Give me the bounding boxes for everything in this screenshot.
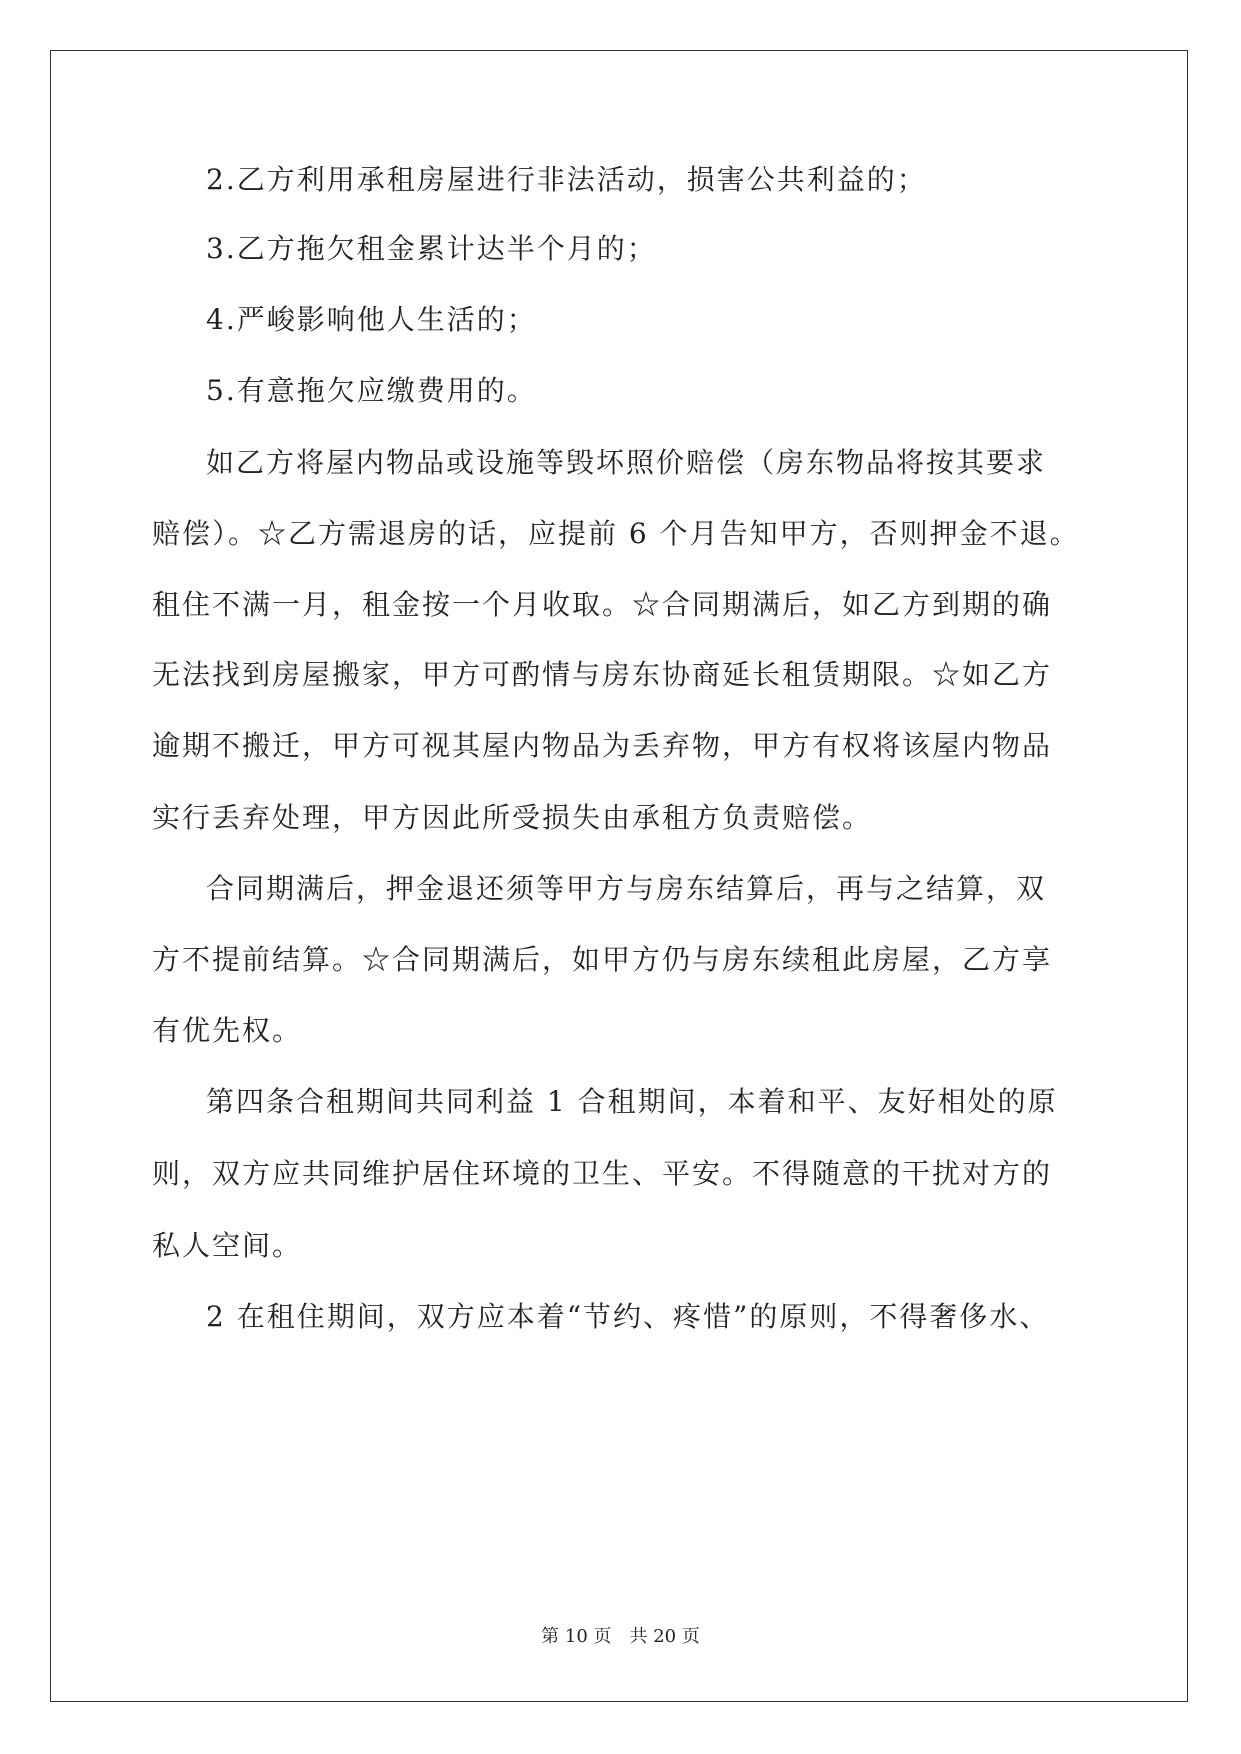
page-number: 第 10 页 [541,1626,612,1647]
text-line: 方不提前结算。☆合同期满后，如甲方仍与房东续租此房屋，乙方享 [152,943,1053,976]
text-line: 合同期满后，押金退还须等甲方与房东结算后，再与之结算，双 [206,872,1047,905]
text-line: 3.乙方拖欠租金累计达半个月的； [206,232,657,265]
text-line: 则，双方应共同维护居住环境的卫生、平安。不得随意的干扰对方的 [152,1157,1053,1190]
text-line: 5.有意拖欠应缴费用的。 [206,374,537,407]
text-line: 无法找到房屋搬家，甲方可酌情与房东协商延长租赁期限。☆如乙方 [152,658,1053,691]
text-line: 有优先权。 [152,1014,303,1047]
text-line: 2.乙方利用承租房屋进行非法活动，损害公共利益的； [206,163,927,196]
page-footer [0,1625,1241,1649]
text-line: 4.严峻影响他人生活的； [206,303,537,336]
text-line: 逾期不搬迁，甲方可视其屋内物品为丢弃物，甲方有权将该屋内物品 [152,729,1053,762]
text-line: 第四条合租期间共同利益 1 合租期间，本着和平、友好相处的原 [206,1085,1058,1118]
text-line: 实行丢弃处理，甲方因此所受损失由承租方负责赔偿。 [152,801,873,834]
text-line: 租住不满一月，租金按一个月收取。☆合同期满后，如乙方到期的确 [152,588,1053,621]
text-line: 如乙方将屋内物品或设施等毁坏照价赔偿（房东物品将按其要求 [206,446,1047,479]
page-total: 共 20 页 [629,1626,700,1647]
text-line: 2 在租住期间，双方应本着“节约、疼惜”的原则，不得奢侈水、 [206,1300,1050,1333]
text-line: 私人空间。 [152,1229,303,1262]
text-line: 赔偿）。☆乙方需退房的话，应提前 6 个月告知甲方，否则押金不退。 [152,517,1080,550]
